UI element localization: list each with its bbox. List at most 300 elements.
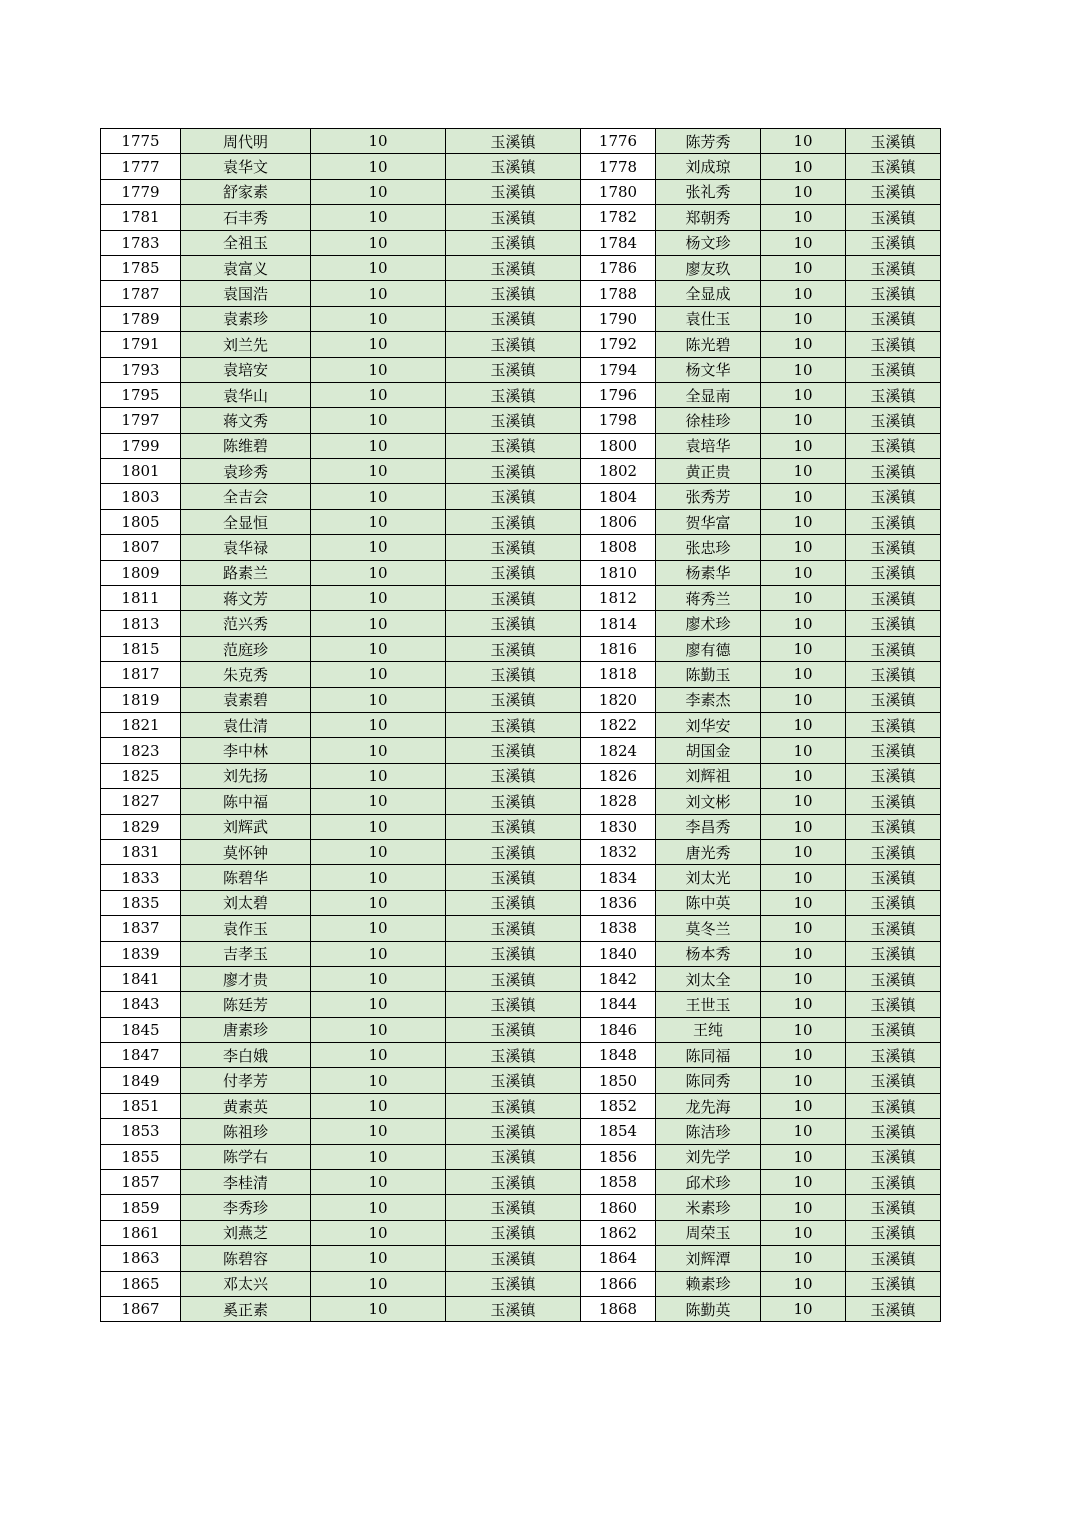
town-cell: 玉溪镇	[446, 509, 581, 534]
amount-cell: 10	[311, 738, 446, 763]
town-cell: 玉溪镇	[446, 560, 581, 585]
row-id-cell: 1852	[581, 1093, 656, 1118]
roster-table-container	[100, 128, 941, 1322]
row-id-cell: 1822	[581, 712, 656, 737]
amount-cell: 10	[311, 179, 446, 204]
amount-cell: 10	[761, 408, 846, 433]
person-name-cell: 廖才贵	[181, 966, 311, 991]
town-cell: 玉溪镇	[846, 382, 941, 407]
town-cell: 玉溪镇	[446, 382, 581, 407]
person-name-cell: 陈光碧	[656, 332, 761, 357]
town-cell: 玉溪镇	[846, 1296, 941, 1321]
table-row	[101, 941, 941, 966]
amount-cell: 10	[761, 1195, 846, 1220]
person-name-cell: 袁培安	[181, 357, 311, 382]
amount-cell: 10	[761, 459, 846, 484]
row-id-cell: 1810	[581, 560, 656, 585]
amount-cell: 10	[311, 1093, 446, 1118]
row-id-cell: 1821	[101, 712, 181, 737]
table-row	[101, 865, 941, 890]
table-row	[101, 1017, 941, 1042]
amount-cell: 10	[761, 814, 846, 839]
row-id-cell: 1849	[101, 1068, 181, 1093]
amount-cell: 10	[761, 205, 846, 230]
town-cell: 玉溪镇	[446, 179, 581, 204]
table-row	[101, 1170, 941, 1195]
person-name-cell: 袁华禄	[181, 535, 311, 560]
person-name-cell: 王世玉	[656, 992, 761, 1017]
row-id-cell: 1835	[101, 890, 181, 915]
person-name-cell: 陈同秀	[656, 1068, 761, 1093]
amount-cell: 10	[311, 1119, 446, 1144]
person-name-cell: 郑朝秀	[656, 205, 761, 230]
row-id-cell: 1778	[581, 154, 656, 179]
town-cell: 玉溪镇	[846, 535, 941, 560]
town-cell: 玉溪镇	[846, 281, 941, 306]
person-name-cell: 袁珍秀	[181, 459, 311, 484]
town-cell: 玉溪镇	[846, 611, 941, 636]
table-row	[101, 357, 941, 382]
amount-cell: 10	[761, 1220, 846, 1245]
person-name-cell: 路素兰	[181, 560, 311, 585]
person-name-cell: 全祖玉	[181, 230, 311, 255]
town-cell: 玉溪镇	[846, 941, 941, 966]
amount-cell: 10	[311, 586, 446, 611]
amount-cell: 10	[311, 408, 446, 433]
row-id-cell: 1818	[581, 662, 656, 687]
town-cell: 玉溪镇	[446, 611, 581, 636]
town-cell: 玉溪镇	[846, 1144, 941, 1169]
amount-cell: 10	[761, 763, 846, 788]
row-id-cell: 1832	[581, 839, 656, 864]
row-id-cell: 1784	[581, 230, 656, 255]
person-name-cell: 石丰秀	[181, 205, 311, 230]
table-body	[101, 129, 941, 1322]
amount-cell: 10	[761, 509, 846, 534]
person-name-cell: 付孝芳	[181, 1068, 311, 1093]
amount-cell: 10	[761, 941, 846, 966]
table-row	[101, 459, 941, 484]
table-row	[101, 408, 941, 433]
amount-cell: 10	[761, 738, 846, 763]
town-cell: 玉溪镇	[446, 255, 581, 280]
table-row	[101, 814, 941, 839]
row-id-cell: 1783	[101, 230, 181, 255]
person-name-cell: 张秀芳	[656, 484, 761, 509]
amount-cell: 10	[311, 1043, 446, 1068]
person-name-cell: 全显成	[656, 281, 761, 306]
amount-cell: 10	[311, 459, 446, 484]
amount-cell: 10	[761, 586, 846, 611]
row-id-cell: 1851	[101, 1093, 181, 1118]
row-id-cell: 1830	[581, 814, 656, 839]
amount-cell: 10	[311, 306, 446, 331]
table-row	[101, 789, 941, 814]
person-name-cell: 邱术珍	[656, 1170, 761, 1195]
amount-cell: 10	[761, 281, 846, 306]
person-name-cell: 杨文珍	[656, 230, 761, 255]
row-id-cell: 1803	[101, 484, 181, 509]
person-name-cell: 周荣玉	[656, 1220, 761, 1245]
town-cell: 玉溪镇	[846, 433, 941, 458]
amount-cell: 10	[311, 433, 446, 458]
town-cell: 玉溪镇	[846, 636, 941, 661]
table-row	[101, 916, 941, 941]
town-cell: 玉溪镇	[446, 636, 581, 661]
row-id-cell: 1789	[101, 306, 181, 331]
person-name-cell: 杨素华	[656, 560, 761, 585]
row-id-cell: 1779	[101, 179, 181, 204]
amount-cell: 10	[761, 1093, 846, 1118]
person-name-cell: 陈勤玉	[656, 662, 761, 687]
person-name-cell: 刘先学	[656, 1144, 761, 1169]
row-id-cell: 1817	[101, 662, 181, 687]
town-cell: 玉溪镇	[846, 916, 941, 941]
row-id-cell: 1838	[581, 916, 656, 941]
town-cell: 玉溪镇	[446, 1246, 581, 1271]
amount-cell: 10	[761, 1144, 846, 1169]
person-name-cell: 廖术珍	[656, 611, 761, 636]
row-id-cell: 1787	[101, 281, 181, 306]
person-name-cell: 廖友玖	[656, 255, 761, 280]
town-cell: 玉溪镇	[846, 1068, 941, 1093]
table-row	[101, 509, 941, 534]
amount-cell: 10	[311, 814, 446, 839]
person-name-cell: 袁素珍	[181, 306, 311, 331]
amount-cell: 10	[311, 941, 446, 966]
amount-cell: 10	[761, 1119, 846, 1144]
amount-cell: 10	[311, 281, 446, 306]
town-cell: 玉溪镇	[446, 662, 581, 687]
person-name-cell: 刘燕芝	[181, 1220, 311, 1245]
person-name-cell: 李素杰	[656, 687, 761, 712]
row-id-cell: 1782	[581, 205, 656, 230]
person-name-cell: 陈祖珍	[181, 1119, 311, 1144]
table-row	[101, 763, 941, 788]
town-cell: 玉溪镇	[446, 459, 581, 484]
town-cell: 玉溪镇	[846, 738, 941, 763]
town-cell: 玉溪镇	[846, 230, 941, 255]
person-name-cell: 邓太兴	[181, 1271, 311, 1296]
amount-cell: 10	[311, 865, 446, 890]
person-name-cell: 张礼秀	[656, 179, 761, 204]
amount-cell: 10	[761, 636, 846, 661]
row-id-cell: 1844	[581, 992, 656, 1017]
town-cell: 玉溪镇	[846, 484, 941, 509]
person-name-cell: 袁富义	[181, 255, 311, 280]
person-name-cell: 刘辉武	[181, 814, 311, 839]
amount-cell: 10	[311, 636, 446, 661]
amount-cell: 10	[761, 611, 846, 636]
town-cell: 玉溪镇	[846, 966, 941, 991]
row-id-cell: 1840	[581, 941, 656, 966]
town-cell: 玉溪镇	[846, 1271, 941, 1296]
town-cell: 玉溪镇	[446, 1296, 581, 1321]
row-id-cell: 1804	[581, 484, 656, 509]
town-cell: 玉溪镇	[446, 205, 581, 230]
table-row	[101, 839, 941, 864]
amount-cell: 10	[761, 1246, 846, 1271]
person-name-cell: 范兴秀	[181, 611, 311, 636]
person-name-cell: 李中林	[181, 738, 311, 763]
town-cell: 玉溪镇	[846, 1195, 941, 1220]
amount-cell: 10	[311, 560, 446, 585]
amount-cell: 10	[311, 712, 446, 737]
town-cell: 玉溪镇	[446, 306, 581, 331]
amount-cell: 10	[311, 484, 446, 509]
amount-cell: 10	[311, 154, 446, 179]
row-id-cell: 1808	[581, 535, 656, 560]
town-cell: 玉溪镇	[846, 306, 941, 331]
person-name-cell: 徐桂珍	[656, 408, 761, 433]
town-cell: 玉溪镇	[846, 687, 941, 712]
person-name-cell: 全显恒	[181, 509, 311, 534]
amount-cell: 10	[311, 1271, 446, 1296]
row-id-cell: 1861	[101, 1220, 181, 1245]
amount-cell: 10	[311, 509, 446, 534]
person-name-cell: 范庭珍	[181, 636, 311, 661]
amount-cell: 10	[761, 484, 846, 509]
town-cell: 玉溪镇	[846, 1017, 941, 1042]
amount-cell: 10	[761, 255, 846, 280]
row-id-cell: 1863	[101, 1246, 181, 1271]
table-row	[101, 129, 941, 154]
town-cell: 玉溪镇	[446, 814, 581, 839]
town-cell: 玉溪镇	[446, 738, 581, 763]
person-name-cell: 蒋文秀	[181, 408, 311, 433]
table-row	[101, 992, 941, 1017]
row-id-cell: 1793	[101, 357, 181, 382]
amount-cell: 10	[311, 129, 446, 154]
row-id-cell: 1802	[581, 459, 656, 484]
town-cell: 玉溪镇	[846, 332, 941, 357]
town-cell: 玉溪镇	[446, 1017, 581, 1042]
town-cell: 玉溪镇	[446, 586, 581, 611]
town-cell: 玉溪镇	[846, 992, 941, 1017]
town-cell: 玉溪镇	[446, 687, 581, 712]
row-id-cell: 1843	[101, 992, 181, 1017]
row-id-cell: 1776	[581, 129, 656, 154]
row-id-cell: 1805	[101, 509, 181, 534]
table-row	[101, 1043, 941, 1068]
amount-cell: 10	[761, 687, 846, 712]
town-cell: 玉溪镇	[846, 459, 941, 484]
town-cell: 玉溪镇	[446, 941, 581, 966]
town-cell: 玉溪镇	[446, 1093, 581, 1118]
table-row	[101, 611, 941, 636]
amount-cell: 10	[761, 129, 846, 154]
row-id-cell: 1853	[101, 1119, 181, 1144]
person-name-cell: 陈学右	[181, 1144, 311, 1169]
person-name-cell: 廖有德	[656, 636, 761, 661]
person-name-cell: 陈中英	[656, 890, 761, 915]
person-name-cell: 陈芳秀	[656, 129, 761, 154]
row-id-cell: 1800	[581, 433, 656, 458]
row-id-cell: 1794	[581, 357, 656, 382]
town-cell: 玉溪镇	[846, 763, 941, 788]
row-id-cell: 1813	[101, 611, 181, 636]
town-cell: 玉溪镇	[446, 865, 581, 890]
table-row	[101, 382, 941, 407]
person-name-cell: 贺华富	[656, 509, 761, 534]
town-cell: 玉溪镇	[846, 1043, 941, 1068]
row-id-cell: 1841	[101, 966, 181, 991]
town-cell: 玉溪镇	[846, 205, 941, 230]
town-cell: 玉溪镇	[446, 789, 581, 814]
person-name-cell: 刘兰先	[181, 332, 311, 357]
amount-cell: 10	[311, 687, 446, 712]
person-name-cell: 刘太碧	[181, 890, 311, 915]
town-cell: 玉溪镇	[846, 1119, 941, 1144]
row-id-cell: 1855	[101, 1144, 181, 1169]
person-name-cell: 吉孝玉	[181, 941, 311, 966]
amount-cell: 10	[311, 611, 446, 636]
person-name-cell: 全吉会	[181, 484, 311, 509]
town-cell: 玉溪镇	[446, 1119, 581, 1144]
row-id-cell: 1868	[581, 1296, 656, 1321]
person-name-cell: 黄正贵	[656, 459, 761, 484]
person-name-cell: 莫怀钟	[181, 839, 311, 864]
amount-cell: 10	[761, 306, 846, 331]
row-id-cell: 1780	[581, 179, 656, 204]
row-id-cell: 1795	[101, 382, 181, 407]
amount-cell: 10	[311, 1195, 446, 1220]
town-cell: 玉溪镇	[446, 433, 581, 458]
row-id-cell: 1788	[581, 281, 656, 306]
town-cell: 玉溪镇	[846, 560, 941, 585]
amount-cell: 10	[761, 332, 846, 357]
row-id-cell: 1785	[101, 255, 181, 280]
town-cell: 玉溪镇	[446, 1195, 581, 1220]
person-name-cell: 陈碧华	[181, 865, 311, 890]
row-id-cell: 1798	[581, 408, 656, 433]
row-id-cell: 1859	[101, 1195, 181, 1220]
row-id-cell: 1796	[581, 382, 656, 407]
amount-cell: 10	[761, 535, 846, 560]
person-name-cell: 袁华山	[181, 382, 311, 407]
amount-cell: 10	[311, 839, 446, 864]
row-id-cell: 1775	[101, 129, 181, 154]
town-cell: 玉溪镇	[446, 535, 581, 560]
table-row	[101, 154, 941, 179]
amount-cell: 10	[311, 1017, 446, 1042]
amount-cell: 10	[761, 1043, 846, 1068]
table-row	[101, 255, 941, 280]
person-name-cell: 袁国浩	[181, 281, 311, 306]
town-cell: 玉溪镇	[846, 1170, 941, 1195]
person-name-cell: 王纯	[656, 1017, 761, 1042]
row-id-cell: 1812	[581, 586, 656, 611]
amount-cell: 10	[311, 1068, 446, 1093]
amount-cell: 10	[761, 1271, 846, 1296]
town-cell: 玉溪镇	[446, 712, 581, 737]
row-id-cell: 1866	[581, 1271, 656, 1296]
town-cell: 玉溪镇	[846, 839, 941, 864]
table-row	[101, 560, 941, 585]
town-cell: 玉溪镇	[846, 789, 941, 814]
person-name-cell: 刘成琼	[656, 154, 761, 179]
town-cell: 玉溪镇	[446, 281, 581, 306]
person-name-cell: 刘辉潭	[656, 1246, 761, 1271]
town-cell: 玉溪镇	[846, 154, 941, 179]
table-row	[101, 586, 941, 611]
row-id-cell: 1824	[581, 738, 656, 763]
row-id-cell: 1792	[581, 332, 656, 357]
person-name-cell: 张忠珍	[656, 535, 761, 560]
person-name-cell: 刘华安	[656, 712, 761, 737]
row-id-cell: 1814	[581, 611, 656, 636]
amount-cell: 10	[761, 1068, 846, 1093]
row-id-cell: 1854	[581, 1119, 656, 1144]
town-cell: 玉溪镇	[846, 357, 941, 382]
town-cell: 玉溪镇	[446, 230, 581, 255]
amount-cell: 10	[311, 1144, 446, 1169]
person-name-cell: 李秀珍	[181, 1195, 311, 1220]
row-id-cell: 1809	[101, 560, 181, 585]
town-cell: 玉溪镇	[846, 586, 941, 611]
row-id-cell: 1819	[101, 687, 181, 712]
person-name-cell: 陈洁珍	[656, 1119, 761, 1144]
row-id-cell: 1846	[581, 1017, 656, 1042]
amount-cell: 10	[311, 1170, 446, 1195]
town-cell: 玉溪镇	[846, 865, 941, 890]
table-row	[101, 1144, 941, 1169]
person-name-cell: 黄素英	[181, 1093, 311, 1118]
person-name-cell: 袁素碧	[181, 687, 311, 712]
amount-cell: 10	[311, 916, 446, 941]
table-row	[101, 1220, 941, 1245]
amount-cell: 10	[761, 890, 846, 915]
roster-table	[100, 128, 941, 1322]
person-name-cell: 龙先海	[656, 1093, 761, 1118]
amount-cell: 10	[311, 230, 446, 255]
person-name-cell: 陈廷芳	[181, 992, 311, 1017]
row-id-cell: 1837	[101, 916, 181, 941]
person-name-cell: 舒家素	[181, 179, 311, 204]
person-name-cell: 全显南	[656, 382, 761, 407]
row-id-cell: 1811	[101, 586, 181, 611]
person-name-cell: 唐素珍	[181, 1017, 311, 1042]
amount-cell: 10	[761, 839, 846, 864]
person-name-cell: 陈勤英	[656, 1296, 761, 1321]
town-cell: 玉溪镇	[446, 357, 581, 382]
town-cell: 玉溪镇	[846, 1220, 941, 1245]
row-id-cell: 1823	[101, 738, 181, 763]
person-name-cell: 陈中福	[181, 789, 311, 814]
town-cell: 玉溪镇	[446, 129, 581, 154]
row-id-cell: 1831	[101, 839, 181, 864]
person-name-cell: 陈碧容	[181, 1246, 311, 1271]
amount-cell: 10	[761, 916, 846, 941]
row-id-cell: 1848	[581, 1043, 656, 1068]
person-name-cell: 李昌秀	[656, 814, 761, 839]
row-id-cell: 1847	[101, 1043, 181, 1068]
table-row	[101, 535, 941, 560]
amount-cell: 10	[311, 255, 446, 280]
row-id-cell: 1833	[101, 865, 181, 890]
amount-cell: 10	[311, 382, 446, 407]
row-id-cell: 1797	[101, 408, 181, 433]
town-cell: 玉溪镇	[446, 1068, 581, 1093]
person-name-cell: 赖素珍	[656, 1271, 761, 1296]
person-name-cell: 刘辉祖	[656, 763, 761, 788]
table-row	[101, 1068, 941, 1093]
town-cell: 玉溪镇	[446, 154, 581, 179]
row-id-cell: 1860	[581, 1195, 656, 1220]
person-name-cell: 袁作玉	[181, 916, 311, 941]
town-cell: 玉溪镇	[846, 662, 941, 687]
town-cell: 玉溪镇	[846, 814, 941, 839]
